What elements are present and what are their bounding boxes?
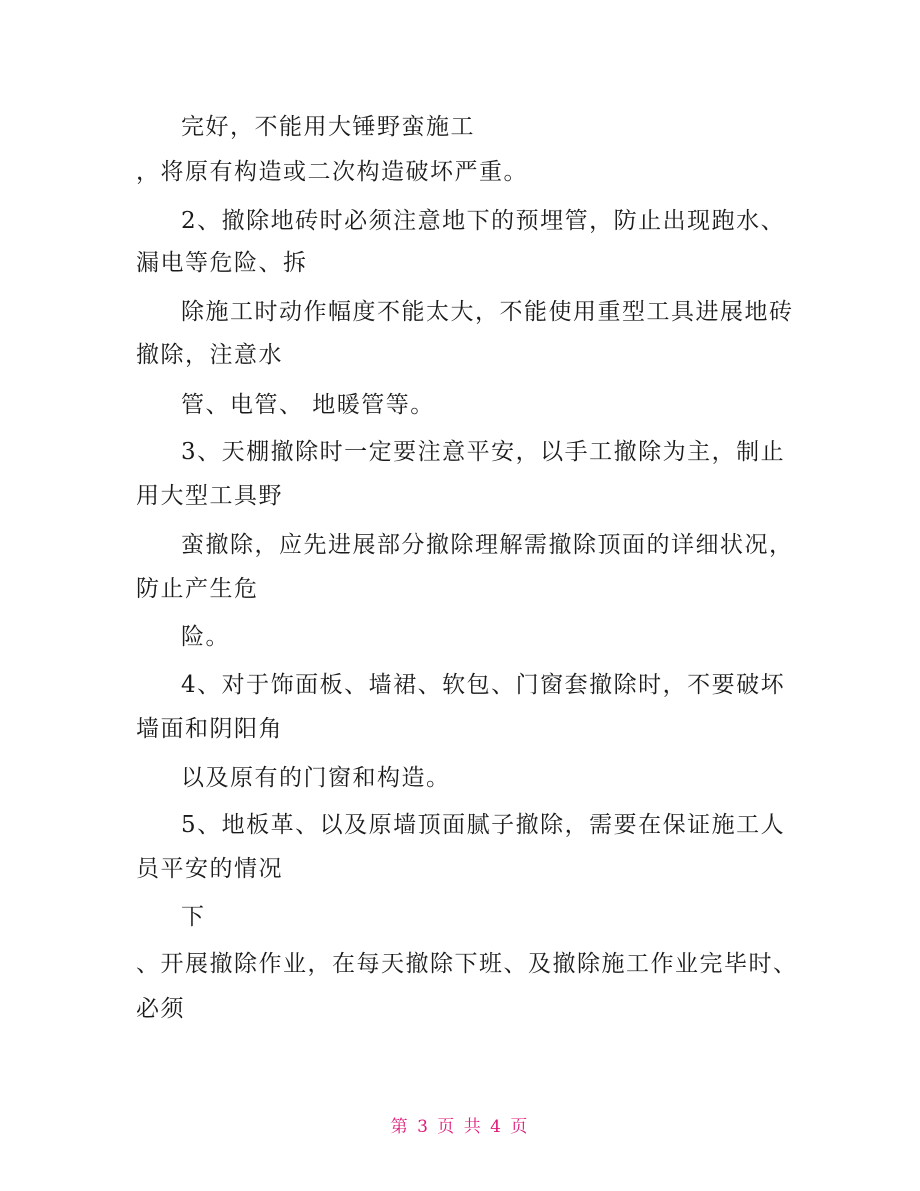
text-line: 完好，不能用大锤野蛮施工 [181, 114, 475, 140]
text-line: 下 [181, 904, 206, 930]
text-line: 漏电等危险、拆 [136, 250, 308, 276]
text-line: 以及原有的门窗和构造。 [181, 765, 451, 791]
text-line: 用大型工具野 [136, 483, 283, 509]
text-line: 4、对于饰面板、墙裙、软包、门窗套撤除时，不要破坏 [181, 672, 786, 698]
text-line: 管、电管、 地暖管等。 [181, 392, 435, 418]
text-line: 蛮撤除，应先进展部分撤除理解需撤除顶面的详细状况， [181, 532, 794, 558]
text-line: 除施工时动作幅度不能太大，不能使用重型工具进展地砖 [181, 299, 794, 325]
text-line: 撤除，注意水 [136, 342, 283, 368]
text-line: 墙面和阴阳角 [136, 716, 283, 742]
text-line: 3、天棚撤除时一定要注意平安，以手工撤除为主，制止 [181, 439, 786, 465]
text-line: 必须 [136, 996, 185, 1022]
text-line: 员平安的情况 [136, 856, 283, 882]
text-line: 、开展撤除作业，在每天撤除下班、及撤除施工作业完毕时、 [136, 951, 798, 977]
page-number-footer: 第 3 页 共 4 页 [390, 1117, 530, 1137]
text-line: 2、撤除地砖时必须注意地下的预埋管，防止出现跑水、 [181, 208, 786, 234]
text-line: 防止产生危 [136, 576, 259, 602]
text-line: 险。 [181, 624, 230, 650]
text-line: ，将原有构造或二次构造破坏严重。 [136, 159, 528, 185]
text-line: 5、地板革、以及原墙顶面腻子撤除，需要在保证施工人 [181, 812, 786, 838]
